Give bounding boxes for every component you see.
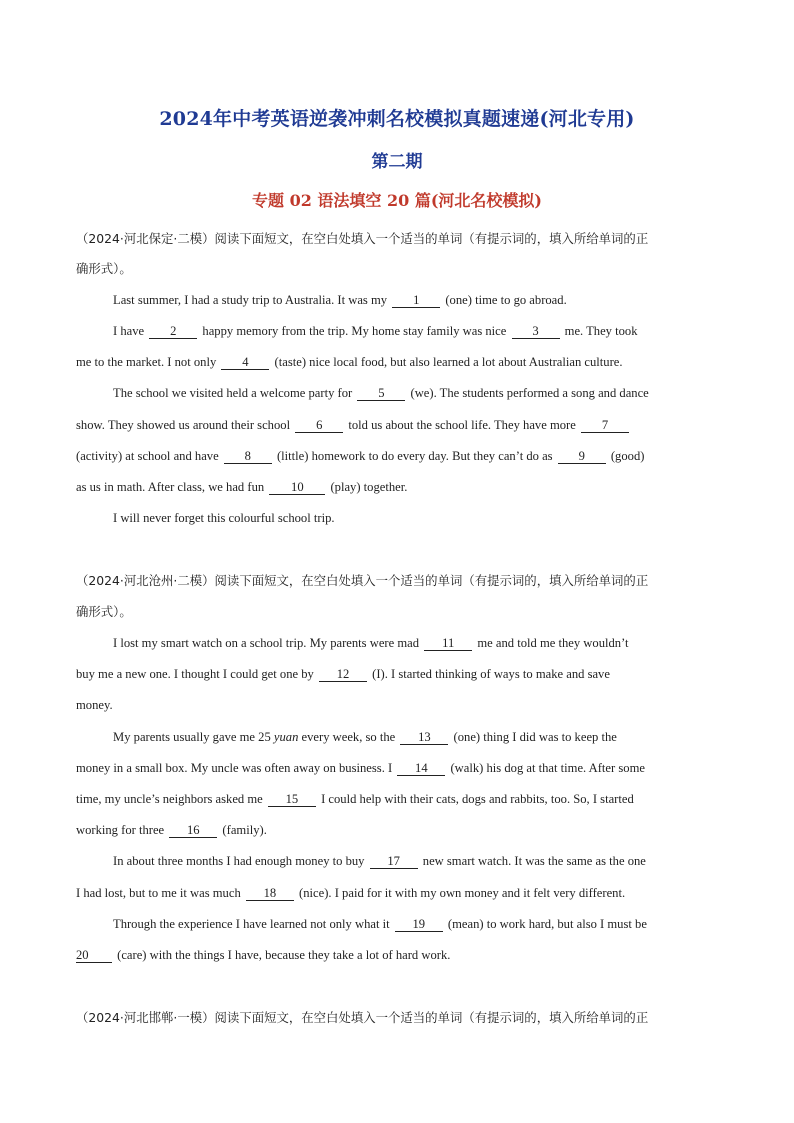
passage2-line: My parents usually gave me 25 yuan every week, so the 13 (one) thing I did was to keep the [113,730,617,744]
passage2-source-cont: 确形式）。 [76,604,132,619]
passage2-line: time, my uncle’s neighbors asked me 15 I could help with their cats, dogs and rabbits, too. So, I started [76,792,634,806]
blank-11[interactable]: 11 [424,636,472,651]
blank-12[interactable]: 12 [319,667,367,682]
passage2-line: Through the experience I have learned not only what it 19 (mean) to work hard, but also I must be [113,917,647,931]
blank-20[interactable]: 20 [76,948,112,963]
blank-5[interactable]: 5 [357,386,405,401]
passage2-line: money in a small box. My uncle was often away on business. I 14 (walk) his dog at that time. After some [76,761,645,775]
blank-17[interactable]: 17 [370,854,418,869]
blank-9[interactable]: 9 [558,449,606,464]
blank-6[interactable]: 6 [295,418,343,433]
blank-7[interactable]: 7 [581,418,629,433]
passage2-line: working for three 16 (family). [76,823,267,837]
blank-15[interactable]: 15 [268,792,316,807]
blank-3[interactable]: 3 [512,324,560,339]
blank-10[interactable]: 10 [269,480,325,495]
passage1-line: The school we visited held a welcome party for 5 (we). The students performed a song and dance [113,386,649,400]
passage1-line: me to the market. I not only 4 (taste) nice local food, but also learned a lot about Australian culture. [76,355,623,369]
passage1-line: Last summer, I had a study trip to Australia. It was my 1 (one) time to go abroad. [113,293,567,307]
passage1-line: (activity) at school and have 8 (little) homework to do every day. But they can’t do as 9 (good) [76,449,645,463]
passage1-line: show. They showed us around their school 6 told us about the school life. They have more 7 [76,416,722,434]
topic-title: 专题 02 语法填空 20 篇(河北名校模拟) [252,191,542,210]
passage2-line: I had lost, but to me it was much 18 (nice). I paid for it with my own money and it felt very different. [76,886,626,900]
passage2-line: buy me a new one. I thought I could get one by 12 (I). I started thinking of ways to make and save [76,667,610,681]
passage3-source: （2024·河北邯郸·一模）阅读下面短文，在空白处填入一个适当的单词（有提示词的，填入所给单词的正 [76,1010,649,1025]
blank-4[interactable]: 4 [221,355,269,370]
blank-2[interactable]: 2 [149,324,197,339]
passage1-line: as us in math. After class, we had fun 10 (play) together. [76,480,408,494]
passage2-source: （2024·河北沧州·二模）阅读下面短文，在空白处填入一个适当的单词（有提示词的，填入所给单词的正 [76,573,649,588]
passage2-line: I lost my smart watch on a school trip. My parents were mad 11 me and told me they wouldn’t [113,636,629,650]
issue-title: 第二期 [371,152,423,172]
blank-8[interactable]: 8 [224,449,272,464]
blank-14[interactable]: 14 [397,761,445,776]
blank-16[interactable]: 16 [169,823,217,838]
blank-1[interactable]: 1 [392,293,440,308]
passage1-line: I have 2 happy memory from the trip. My home stay family was nice 3 me. They took [113,324,638,338]
passage2-line: In about three months I had enough money to buy 17 new smart watch. It was the same as the one [113,854,646,868]
passage2-line: 20 (care) with the things I have, because they take a lot of hard work. [76,948,451,962]
blank-18[interactable]: 18 [246,886,294,901]
blank-13[interactable]: 13 [400,730,448,745]
passage1-source-cont: 确形式）。 [76,261,132,276]
passage1-source: （2024·河北保定·二模）阅读下面短文，在空白处填入一个适当的单词（有提示词的，填入所给单词的正 [76,231,649,246]
passage1-line: I will never forget this colourful school trip. [113,511,335,525]
blank-19[interactable]: 19 [395,917,443,932]
passage2-line: money. [76,698,113,712]
document-title: 2024年中考英语逆袭冲刺名校模拟真题速递(河北专用) [159,108,635,130]
